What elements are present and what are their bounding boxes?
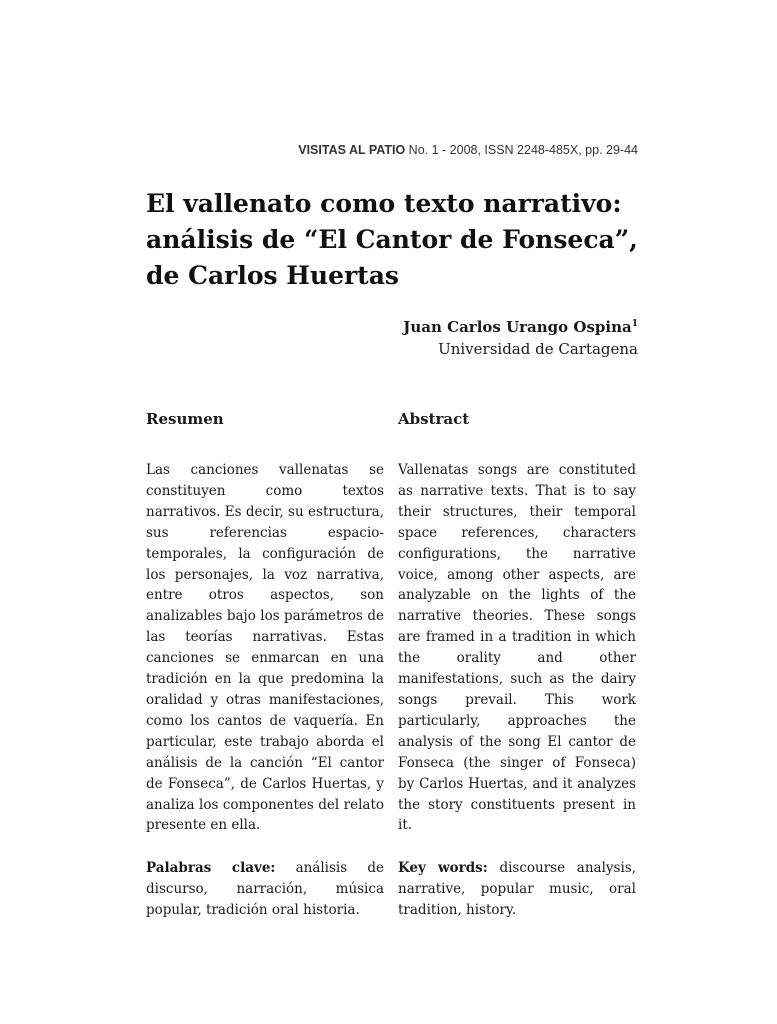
palabras-clave-label: Palabras clave:	[146, 860, 276, 877]
author-affiliation: Universidad de Cartagena	[438, 340, 638, 358]
author-footnote-mark: 1	[631, 319, 638, 329]
title-line-1: El vallenato como texto narrativo:	[146, 189, 622, 218]
journal-name: VISITAS AL PATIO	[298, 143, 406, 157]
issue-info: No. 1 - 2008, ISSN 2248-485X, pp. 29-44	[405, 143, 638, 157]
key-words-text: discourse analysis, narrative, popular music, oral tradition, history.	[398, 860, 636, 919]
resumen-column	[146, 410, 384, 921]
resumen-text: Las canciones vallenatas se constituyen como textos narrativos. Es decir, su estructura, sus referencias espacio-temporales, la configuración de los personajes, la voz narrativa, entre otros aspectos, son analizables bajo los parámetros de las teorías narrativas. Estas canciones se enmarcan en una tradición en la que predomina la oralidad y otras manifestaciones, como los cantos de vaquería. En particular, este trabajo aborda el análisis de la canción “El cantor de Fonseca”, de Carlos Huertas, y analiza los componentes del relato presente en ella.	[146, 462, 384, 834]
running-header	[298, 143, 638, 157]
key-words	[398, 858, 636, 921]
author-name-line	[403, 313, 638, 338]
resumen-heading: Resumen	[146, 410, 224, 428]
article-title	[146, 186, 666, 294]
palabras-clave	[146, 858, 384, 921]
palabras-clave-text: análisis de discurso, narración, música popular, tradición oral historia.	[146, 860, 384, 919]
abstract-heading: Abstract	[398, 410, 470, 428]
abstract-column	[398, 410, 636, 921]
author-name: Juan Carlos Urango Ospina	[403, 318, 632, 336]
abstract-text: Vallenatas songs are constituted as narrative texts. That is to say their structures, their temporal space references, characters configurations, the narrative voice, among other aspects, are analyzable on the lights of the narrative theories. These songs are framed in a tradition in which the orality and other manifestations, such as the dairy songs prevail. This work particularly, approaches the analysis of the song El cantor de Fonseca (the singer of Fonseca) by Carlos Huertas, and it analyzes the story constituents present in it.	[398, 462, 636, 834]
title-line-3: de Carlos Huertas	[146, 261, 400, 290]
title-line-2: análisis de “El Cantor de Fonseca”,	[146, 225, 638, 254]
author-block	[403, 313, 638, 360]
key-words-label: Key words:	[398, 860, 488, 877]
